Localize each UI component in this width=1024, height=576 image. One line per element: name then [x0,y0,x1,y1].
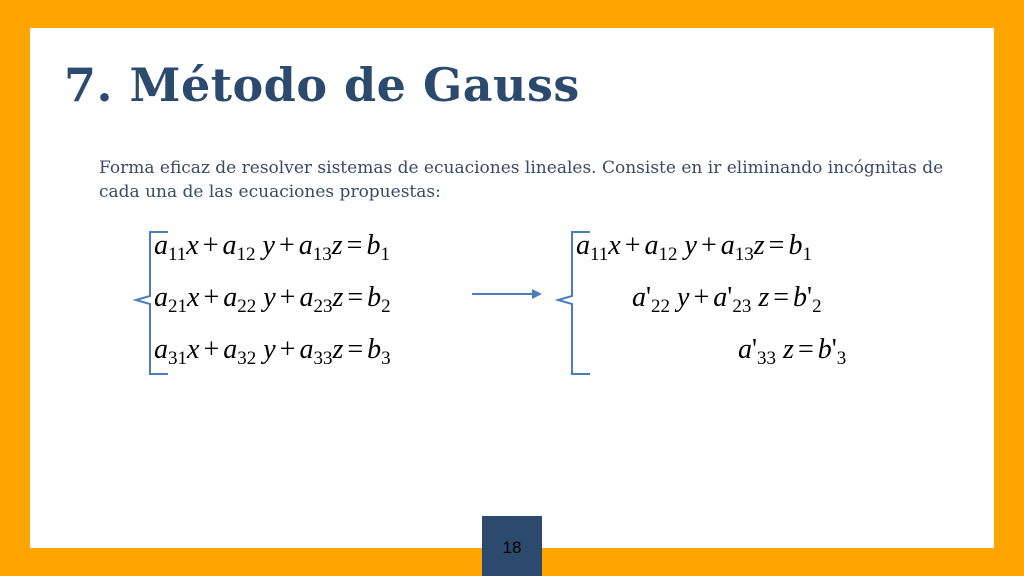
page-number: 18 [502,538,522,557]
equation-2-original: $a_{21}x + a_{22}$ $y + a_{23}z = b_2$ [154,282,391,317]
slide-title: 7. Método de Gauss [64,58,580,112]
equation-1-original: $a_{11}x + a_{12}$ $y + a_{13}z = b_1$ [154,230,390,265]
equation-3-reduced: $a'_{33}$ $z = b'_3$ [738,334,847,369]
slide-description: Forma eficaz de resolver sistemas de ecuaciones lineales. Consiste en ir eliminando incógnitas de cada una de las ecuaciones propuestas: [99,158,944,202]
equation-3-original: $a_{31}x + a_{32}$ $y + a_{33}z = b_3$ [154,334,391,369]
equation-1-reduced: $a_{11}x + a_{12}$ $y + a_{13}z = b_1$ [576,230,812,265]
page-number-box [482,516,542,576]
equation-2-reduced: $a'_{22}$ $y + a'_{23}$ $z = b'_2$ [632,282,822,317]
